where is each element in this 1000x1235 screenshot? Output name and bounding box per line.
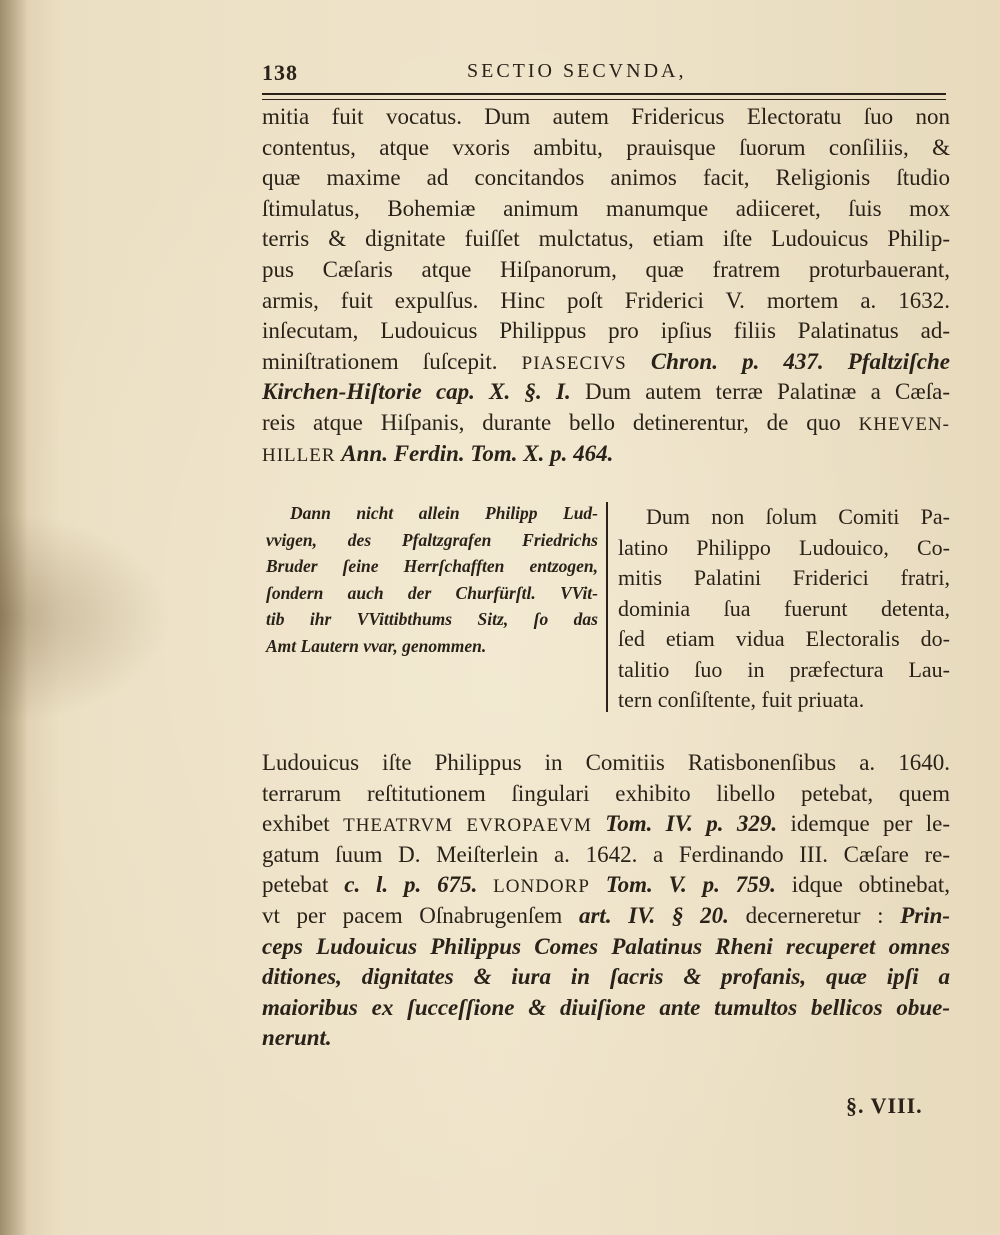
text-run: exhibet bbox=[262, 811, 330, 837]
german-line: Bruder ſeine Herrſchafften entzogen, bbox=[266, 556, 598, 576]
text-run: Dum autem terræ Palatinæ a Cæſa- bbox=[584, 379, 950, 405]
citation: Kirchen-Hiſtorie cap. X. §. I. bbox=[262, 379, 571, 405]
citation: c. l. p. 675. bbox=[344, 872, 478, 898]
text-line: quæ maxime ad concitandos animos facit, Religionis ſtudio bbox=[262, 165, 950, 191]
text-run: idemque per le- bbox=[790, 811, 951, 837]
latin-line: latino Philippo Ludouico, Co- bbox=[618, 534, 950, 560]
text-line bbox=[262, 901, 950, 932]
paragraph-1 bbox=[262, 102, 950, 469]
citation: Ann. Ferdin. Tom. X. p. 464. bbox=[341, 440, 614, 466]
text-line: terrarum reſtitutionem ſingulari exhibito libello petebat, quem bbox=[262, 780, 950, 806]
german-line: vvigen, des Pfaltzgrafen Friedrichs bbox=[266, 529, 598, 550]
german-line: Amt Lautern vvar, genommen. bbox=[266, 635, 487, 656]
text-line bbox=[262, 408, 950, 439]
citation: Tom. V. p. 759. bbox=[605, 872, 776, 898]
author-name: THEATRVM EVROPAEVM bbox=[343, 815, 592, 837]
author-name: KHEVEN- bbox=[858, 413, 950, 435]
text-line bbox=[262, 377, 950, 408]
page-number: 138 bbox=[262, 60, 298, 85]
page-header bbox=[262, 60, 946, 86]
german-line: tib ihr VVittibthums Sitz, ſo das bbox=[266, 609, 598, 629]
text-line bbox=[262, 809, 950, 840]
text-run: vt per pacem Oſnabrugenſem bbox=[262, 902, 563, 928]
quotation-line: ditiones, dignitates & iura in ſacris & profanis, quæ ipſi a bbox=[262, 964, 950, 990]
paragraph-2 bbox=[262, 748, 950, 1054]
author-name: LONDORP bbox=[493, 876, 590, 898]
latin-line: tern conſiſtente, fuit priuata. bbox=[618, 687, 865, 712]
text-line: Ludouicus iſte Philippus in Comitiis Ratisbonenſibus a. 1640. bbox=[262, 750, 950, 775]
text-line: armis, fuit expulſus. Hinc poſt Friderici V. mortem a. 1632. bbox=[262, 287, 950, 313]
latin-line: Dum non ſolum Comiti Pa- bbox=[646, 504, 950, 529]
text-run: decerneretur : bbox=[745, 902, 884, 928]
citation: Chron. p. 437. Pfaltziſche bbox=[650, 348, 950, 374]
text-line: ſtimulatus, Bohemiæ animum manumque adiiceret, ſuis mox bbox=[262, 195, 950, 221]
text-line: pus Cæſaris atque Hiſpanorum, quæ fratrem proturbauerant, bbox=[262, 256, 950, 282]
citation: art. IV. § 20. bbox=[578, 902, 729, 928]
running-head: SECTIO SECVNDA, bbox=[467, 60, 687, 82]
author-name: PIASECIVS bbox=[521, 352, 627, 374]
citation: Tom. IV. p. 329. bbox=[605, 811, 778, 837]
text-line: mitia fuit vocatus. Dum autem Fridericus Electoratu ſuo non bbox=[262, 104, 950, 129]
text-run: reis atque Hiſpanis, durante bello detinerentur, de quo bbox=[262, 409, 841, 435]
text-line bbox=[262, 439, 950, 470]
text-line bbox=[262, 870, 950, 901]
header-rule bbox=[262, 93, 946, 100]
latin-line: mitis Palatini Friderici fratri, bbox=[618, 565, 950, 590]
latin-line: dominia ſua fuerunt detenta, bbox=[618, 595, 950, 621]
text-line bbox=[262, 347, 950, 378]
latin-line: ſed etiam vidua Electoralis do- bbox=[618, 626, 950, 651]
page-gutter-shadow bbox=[0, 0, 28, 1235]
author-name: HILLER bbox=[262, 444, 336, 466]
text-run: petebat bbox=[262, 872, 329, 898]
quotation-line: maioribus ex ſucceſſione & diuiſione ante tumultos bellicos obue- bbox=[262, 994, 950, 1020]
german-line: ſondern auch der Churfürſtl. VVit- bbox=[266, 582, 598, 603]
text-run: idque obtinebat, bbox=[791, 872, 950, 898]
german-line: Dann nicht allein Philipp Lud- bbox=[290, 503, 598, 523]
text-line: inſecutam, Ludouicus Philippus pro ipſius filiis Palatinatus ad- bbox=[262, 318, 950, 344]
german-text-column bbox=[266, 500, 598, 659]
quotation-line: nerunt. bbox=[262, 1025, 332, 1051]
quotation: Prin- bbox=[900, 902, 951, 928]
latin-text-column bbox=[618, 502, 950, 716]
column-divider bbox=[606, 502, 608, 712]
latin-line: talitio ſuo in præfectura Lau- bbox=[618, 656, 950, 682]
catchword: §. VIII. bbox=[846, 1093, 923, 1118]
text-line: terris & dignitate fuiſſet mulctatus, etiam iſte Ludouicus Philip- bbox=[262, 226, 950, 252]
text-line: contentus, atque vxoris ambitu, prauisque ſuorum conſiliis, & bbox=[262, 134, 950, 160]
text-run: miniſtrationem ſuſcepit. bbox=[262, 348, 498, 374]
text-line: gatum ſuum D. Meiſterlein a. 1642. a Ferdinando III. Cæſare re- bbox=[262, 841, 950, 867]
quotation-line: ceps Ludouicus Philippus Comes Palatinus Rheni recuperet omnes bbox=[262, 933, 950, 959]
